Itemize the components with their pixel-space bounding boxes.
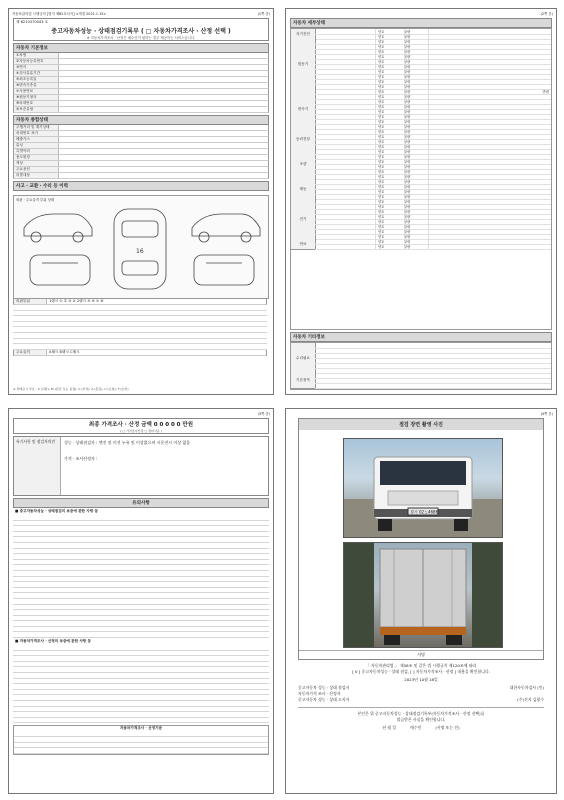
page-4 xyxy=(285,408,557,794)
bad-checkbox: 불량 xyxy=(404,190,411,194)
bad-checkbox: 불량 xyxy=(404,120,411,124)
inspector-label: 중고자동차 성능 · 상태 점검자 xyxy=(298,685,350,690)
price-unit-label: 만원 xyxy=(542,90,549,94)
basic-info-value xyxy=(59,107,268,112)
general-status-value xyxy=(59,173,268,178)
general-status-label: 리콜대상 xyxy=(14,173,59,178)
section-basic-info: 자동차 기본정보 xyxy=(13,43,269,53)
section-detail-status: 자동차 세부상태 xyxy=(290,18,552,28)
receipt-statement-2: 발급받은 사실을 확인합니다. xyxy=(396,717,446,722)
bad-checkbox: 불량 xyxy=(404,155,411,159)
basic-info-value xyxy=(59,59,268,64)
bad-checkbox: 불량 xyxy=(404,40,411,44)
basic-info-label: ①차명 xyxy=(14,53,59,58)
basic-info-label: ④검사유효기간 xyxy=(14,71,59,76)
form-header-left: 자동차관리법 시행규칙 [별지 제82호서식] <개정 2021.1.15> xyxy=(12,12,107,16)
inspector-name: 대한자동차검사 (인) xyxy=(509,685,544,690)
bad-checkbox: 불량 xyxy=(404,135,411,139)
ok-checkbox: 양호 xyxy=(378,70,385,74)
ok-checkbox: 양호 xyxy=(378,45,385,49)
form-subtitle: ※ 자동차가격조사 · 산정은 매수인이 원하는 경우 제공하는 서비스입니다. xyxy=(86,36,196,40)
bad-checkbox: 불량 xyxy=(404,145,411,149)
basic-info-label: ⑥변속기종류 xyxy=(14,83,59,88)
bad-checkbox: 불량 xyxy=(404,45,411,49)
bad-checkbox: 불량 xyxy=(404,130,411,134)
general-status-value xyxy=(59,131,268,136)
page-number: (2쪽 중) xyxy=(540,12,553,16)
general-status-label: 색상 xyxy=(14,161,59,166)
ok-checkbox: 양호 xyxy=(378,190,385,194)
detail-group-label: 조향 xyxy=(291,149,316,180)
bad-checkbox: 불량 xyxy=(404,165,411,169)
bad-checkbox: 불량 xyxy=(404,240,411,244)
basic-info-row xyxy=(13,107,269,113)
bad-checkbox: 불량 xyxy=(404,140,411,144)
basic-info-value xyxy=(59,65,268,70)
bad-checkbox: 불량 xyxy=(404,215,411,219)
other-info-label: 기본품목 xyxy=(291,373,316,389)
diagram-center-number: 16 xyxy=(136,248,144,255)
bad-checkbox: 불량 xyxy=(404,200,411,204)
ok-checkbox: 양호 xyxy=(378,225,385,229)
basic-info-label: ③연식 xyxy=(14,65,59,70)
page-1 xyxy=(8,8,274,395)
ok-checkbox: 양호 xyxy=(378,215,385,219)
car-diagram xyxy=(13,195,269,299)
basic-info-value xyxy=(59,89,268,94)
notice-text-block-3 xyxy=(14,731,268,753)
notice-line xyxy=(13,718,269,724)
basic-info-table xyxy=(13,53,269,113)
car-outline-drawing xyxy=(14,203,268,295)
ok-checkbox: 양호 xyxy=(378,230,385,234)
basic-info-value xyxy=(59,101,268,106)
general-status-value xyxy=(59,143,268,148)
bad-checkbox: 불량 xyxy=(404,70,411,74)
general-status-label: 차대번호 표기 xyxy=(14,131,59,136)
ok-checkbox: 양호 xyxy=(378,110,385,114)
ok-checkbox: 양호 xyxy=(378,135,385,139)
page-number: (4쪽 중) xyxy=(540,412,553,416)
ok-checkbox: 양호 xyxy=(378,130,385,134)
check-statement: [ V ] 중고자동차성능 · 상태 점검, [ ] 자동차가격조사 · 산정 ] 내용을 확인합니다. xyxy=(352,669,490,674)
notice-text-block-2 xyxy=(13,645,269,723)
basic-info-value xyxy=(59,95,268,100)
bad-checkbox: 불량 xyxy=(404,235,411,239)
basic-info-value xyxy=(59,71,268,76)
truck-front-photo xyxy=(343,438,503,538)
receipt-statement: 본인은 위 중고자동차성능 · 상태점검기록부(자동차가격조사 · 산정 선택)를 xyxy=(357,711,485,716)
basic-info-label: ⑦사용연료 xyxy=(14,89,59,94)
basic-info-value xyxy=(59,53,268,58)
bad-checkbox: 불량 xyxy=(404,55,411,59)
opinion-text-2: 가격 · 조사산정자 : xyxy=(64,456,98,461)
price-person-label: 자동차가격 조사 · 산정자 xyxy=(298,691,341,696)
detail-group-label: 자기진단 xyxy=(291,29,316,40)
ok-checkbox: 양호 xyxy=(378,205,385,209)
ok-checkbox: 양호 xyxy=(378,65,385,69)
status-symbol-note: ※ 상태표시 부호 : X (교환), W (판금 또는 용접), C (부식), A (흠집), U (요철), T (손상) xyxy=(13,387,129,391)
notice-line xyxy=(14,748,268,754)
basic-info-label: ⑩보증유형 xyxy=(14,107,59,112)
general-status-label: 튜닝 xyxy=(14,143,59,148)
ok-checkbox: 양호 xyxy=(378,115,385,119)
basic-info-label: ②자동차등록번호 xyxy=(14,59,59,64)
ok-checkbox: 양호 xyxy=(378,195,385,199)
bad-checkbox: 불량 xyxy=(404,185,411,189)
detail-group-label: 변속기 xyxy=(291,89,316,130)
buyer-sign: (서명 또는 인) xyxy=(435,725,460,730)
bad-checkbox: 불량 xyxy=(404,80,411,84)
ok-checkbox: 양호 xyxy=(378,180,385,184)
detail-item-name xyxy=(315,244,376,249)
notice-title-2: ■ 자동차가격조사 · 산정의 보증에 관한 사항 등 xyxy=(15,639,92,644)
bad-checkbox: 불량 xyxy=(404,85,411,89)
section-other-info: 자동차 기타정보 xyxy=(290,332,552,342)
notice-header: 유의사항 xyxy=(13,498,269,508)
other-info-line xyxy=(315,383,551,389)
photo-section-title: 점검 장면 촬영 사진 xyxy=(299,419,543,430)
price-subtitle: ( □ 가격조사산정 □ 정비사유 ) xyxy=(120,429,162,433)
section-accident-history: 사고 · 교환 · 수리 등 이력 xyxy=(13,181,269,191)
bad-checkbox: 불량 xyxy=(404,220,411,224)
ok-checkbox: 양호 xyxy=(378,30,385,34)
ok-checkbox: 양호 xyxy=(378,120,385,124)
diagram-label: 외판 · 주요골격 부위 상태 xyxy=(16,198,55,202)
ok-checkbox: 양호 xyxy=(378,55,385,59)
ok-checkbox: 양호 xyxy=(378,60,385,64)
detail-group-label: 동력전달 xyxy=(291,129,316,150)
license-plate: 경기 02노4686 xyxy=(410,509,439,515)
bad-checkbox: 불량 xyxy=(404,90,411,94)
outer-panel-value: 1랭크 ① ② ③ ④ 2랭크 ⑤ ⑥ ⑦ ⑧ xyxy=(49,299,104,303)
detail-group-label: 전기 xyxy=(291,199,316,240)
ok-checkbox: 양호 xyxy=(378,235,385,239)
general-status-value xyxy=(59,167,268,172)
sign-label: 서명 xyxy=(299,650,543,659)
other-info-label: 수리필요 xyxy=(291,343,316,374)
section-general-status: 자동차 종합상태 xyxy=(13,115,269,125)
detail-group-label: 원동기 xyxy=(291,39,316,90)
ok-checkbox: 양호 xyxy=(378,155,385,159)
bad-checkbox: 불량 xyxy=(404,125,411,129)
general-status-label: 주행거리 및 계기상태 xyxy=(14,125,59,130)
ok-checkbox: 양호 xyxy=(378,75,385,79)
bad-checkbox: 불량 xyxy=(404,110,411,114)
other-info-table xyxy=(290,342,552,390)
form-title: 중고자동차성능 · 상태점검기록부 ( □ 자동차가격조사 · 산정 선택 ) xyxy=(51,28,231,35)
notice-title-1: ■ 중고자동차성능 · 상태점검의 보증에 관한 사항 등 xyxy=(15,509,98,513)
bad-checkbox: 불량 xyxy=(404,65,411,69)
basic-info-label: ⑨차대번호 xyxy=(14,101,59,106)
detail-item-row xyxy=(315,244,551,250)
final-price-title: 최종 가격조사 · 산정 금액 0 0 0 0 0 만원 xyxy=(88,422,194,428)
basic-info-value xyxy=(59,83,268,88)
detail-status-table xyxy=(290,28,552,330)
ok-checkbox: 양호 xyxy=(378,95,385,99)
general-status-label: 용도변경 xyxy=(14,155,59,160)
notice-text-block-1 xyxy=(13,515,269,638)
general-status-label: 배출가스 xyxy=(14,137,59,142)
basic-info-value xyxy=(59,77,268,82)
general-status-value xyxy=(59,161,268,166)
bad-checkbox: 불량 xyxy=(404,30,411,34)
ok-checkbox: 양호 xyxy=(378,140,385,144)
page-number: (3쪽 중) xyxy=(257,412,270,416)
bad-checkbox: 불량 xyxy=(404,205,411,209)
ok-checkbox: 양호 xyxy=(378,170,385,174)
bad-checkbox: 불량 xyxy=(404,60,411,64)
bad-checkbox: 불량 xyxy=(404,100,411,104)
ok-checkbox: 양호 xyxy=(378,50,385,54)
frame-panel-value: A랭크 B랭크 C랭크 xyxy=(49,349,80,354)
basic-info-label: ⑤최초등록일 xyxy=(14,77,59,82)
opinion-text: 성능 · 상태점검자 : 엔진 및 미션 누유 및 이상없으며 시운전시 이상 없음 xyxy=(64,440,191,445)
doc-number: 제 6210370043 호 xyxy=(16,20,49,24)
page-3 xyxy=(8,408,274,794)
bad-checkbox: 불량 xyxy=(404,50,411,54)
bad-checkbox: 불량 xyxy=(404,95,411,99)
page-2 xyxy=(285,8,557,395)
bad-checkbox: 불량 xyxy=(404,115,411,119)
ok-checkbox: 양호 xyxy=(378,145,385,149)
ok-checkbox: 양호 xyxy=(378,200,385,204)
ok-checkbox: 양호 xyxy=(378,165,385,169)
detail-group-label: 연료 xyxy=(291,239,316,250)
bad-checkbox: 불량 xyxy=(404,35,411,39)
ok-checkbox: 양호 xyxy=(378,85,385,89)
general-status-row xyxy=(13,173,269,179)
bad-checkbox: 불량 xyxy=(404,170,411,174)
bad-checkbox: 불량 xyxy=(404,230,411,234)
detail-note xyxy=(428,244,551,249)
bad-checkbox: 불량 xyxy=(404,210,411,214)
frame-check-list xyxy=(13,305,267,350)
receipt-date: 년 월 일 xyxy=(382,725,397,730)
ok-checkbox: 양호 xyxy=(378,80,385,84)
general-status-value xyxy=(59,137,268,142)
ok-checkbox: 양호 xyxy=(378,220,385,224)
bad-checkbox: 불량 xyxy=(404,180,411,184)
dealer-name: (주)진지 김광수 xyxy=(517,697,544,702)
bad-checkbox: 불량 xyxy=(404,150,411,154)
basic-info-label: ⑧원동기형식 xyxy=(14,95,59,100)
bad-checkbox: 불량 xyxy=(404,225,411,229)
truck-rear-photo xyxy=(343,542,503,648)
ok-checkbox: 양호 xyxy=(378,125,385,129)
bad-checkbox: 불량 xyxy=(404,175,411,179)
ok-checkbox: 양호 xyxy=(378,240,385,244)
buyer-label: 매수인 xyxy=(410,725,422,730)
ok-checkbox: 양호 xyxy=(378,185,385,189)
law-statement: 「 자동차관리법 」 제58조 및 같은 법 시행규칙 제120조에 따라 xyxy=(365,663,477,668)
general-status-value xyxy=(59,155,268,160)
ok-checkbox: 양호 xyxy=(378,150,385,154)
ok-checkbox: 양호 xyxy=(378,175,385,179)
outer-panel-label: 외판부위 xyxy=(14,299,47,304)
bad-checkbox: 불량 xyxy=(404,160,411,164)
ok-checkbox: 양호 xyxy=(378,105,385,109)
bad-checkbox: 불량 xyxy=(404,105,411,109)
ok-checkbox: 양호 xyxy=(378,90,385,94)
bad-checkbox: 불량 xyxy=(404,195,411,199)
issue-date: 2023년 10월 18일 xyxy=(404,677,438,682)
bad-checkbox: 불량 xyxy=(404,75,411,79)
ok-checkbox: 양호 xyxy=(378,40,385,44)
opinion-label: 특기사항 및 점검자의견 xyxy=(14,437,61,495)
notice-title-3: 자동차가격조사 · 산정기준 xyxy=(119,726,163,731)
general-status-label: 특별이력 xyxy=(14,149,59,154)
general-status-table xyxy=(13,125,269,179)
ok-checkbox: 양호 xyxy=(378,210,385,214)
general-status-label: 주요옵션 xyxy=(14,167,59,172)
detail-group-label: 제동 xyxy=(291,179,316,200)
ok-checkbox: 양호 xyxy=(378,100,385,104)
dealer-label: 중고자동차 성능 · 상태 고지자 xyxy=(298,697,350,702)
frame-panel-label: 주요골격 xyxy=(14,350,47,355)
ok-checkbox: 양호 xyxy=(378,160,385,164)
ok-checkbox: 양호 xyxy=(378,35,385,39)
page-number: (1쪽 중) xyxy=(257,12,270,16)
bad-checkbox: 불량 xyxy=(404,245,411,249)
general-status-value xyxy=(59,149,268,154)
general-status-value xyxy=(59,125,268,130)
ok-checkbox: 양호 xyxy=(378,245,385,249)
